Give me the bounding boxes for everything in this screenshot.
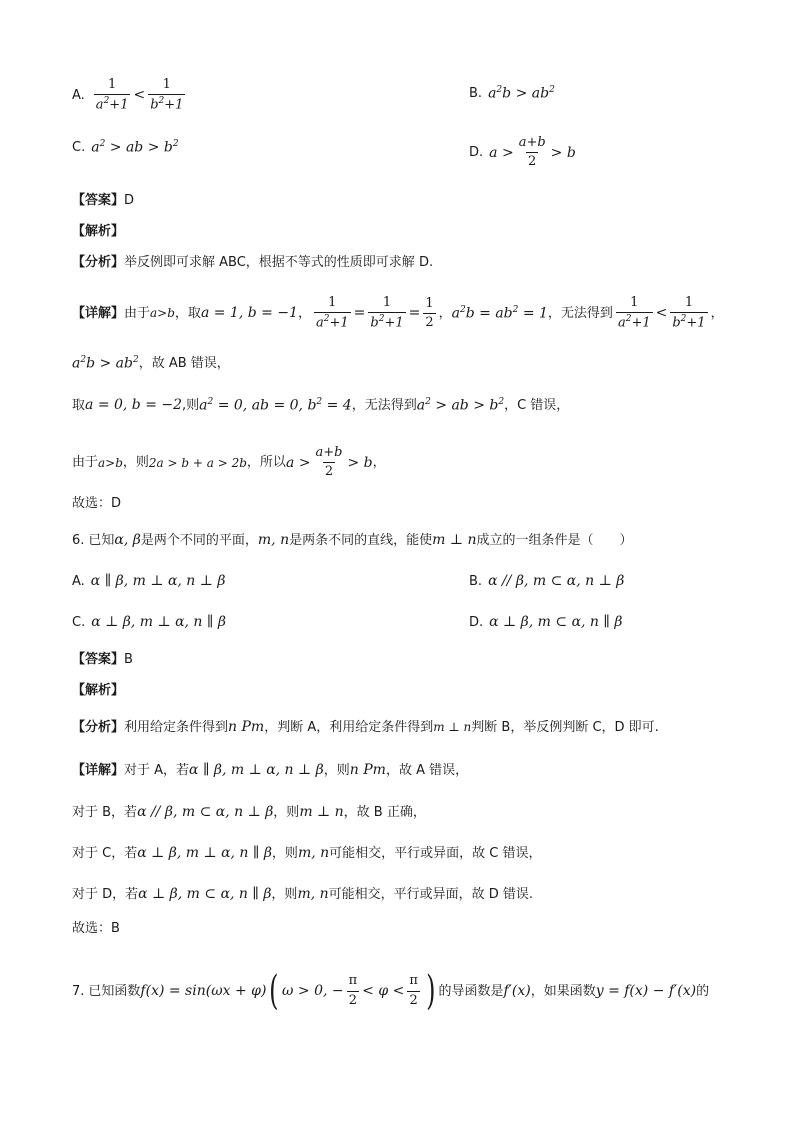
q5-option-row-ab: A. $\frac{1}{a^2+1}$ < $\frac{1}{b^2+1}$ B. $a^2b > ab^2$ bbox=[72, 77, 555, 113]
q6-xiangjie-line4: 对于 D，若 α ⊥ β, m ⊂ α, n ∥ β ，则 m, n 可能相交，平行或异面，故 D 错误. bbox=[72, 886, 534, 902]
q7-stem: 7. 已知函数 f(x) = sin(ωx + φ) ( ω > 0, − $\frac{\pi}{2}$ < φ < $\frac{\pi}{2}$ ) 的导函数是 f′(x) ，如果函数 y = f(x) − f′(x) 的 bbox=[72, 968, 710, 1014]
q6-xiangjie-line2: 对于 B，若 α // β, m ⊂ α, n ⊥ β ，则 m ⊥ n ，故 B 正确， bbox=[72, 804, 426, 820]
q6-option-d: D. α ⊥ β, m ⊂ α, n ∥ β bbox=[469, 614, 623, 630]
q5-xiangjie-line2: $a^2b > ab^2$ ，故 AB 错误， bbox=[72, 355, 230, 372]
q6-fenxi: 【分析】 利用给定条件得到 n Pm ，判断 A，利用给定条件得到 m ⊥ n 判断 B，举反例判断 C，D 即可. bbox=[72, 719, 659, 735]
q5-analysis-tag: 【解析】 bbox=[72, 224, 125, 239]
q5-option-d: D. a > $\frac{a+b}{2}$ > b bbox=[469, 135, 576, 170]
q5-option-b: B. $a^2b > ab^2$ bbox=[469, 85, 555, 102]
fraction: $\frac{1}{a^2+1}$ bbox=[95, 77, 129, 113]
q5-answer: 【答案】 D bbox=[72, 193, 135, 208]
q5-conclusion: 故选：D bbox=[72, 496, 122, 511]
q5-option-a-label: A. bbox=[72, 87, 85, 103]
q6-conclusion: 故选：B bbox=[72, 921, 120, 936]
fraction: $\frac{1}{b^2+1}$ bbox=[150, 77, 184, 113]
q6-option-row-ab: A. α ∥ β, m ⊥ α, n ⊥ β B. α // β, m ⊂ α, n ⊥ β bbox=[72, 573, 625, 589]
q5-xiangjie-line4: 由于 a>b ，则 2a > b + a > 2b ，所以 a > $\frac{a+b}{2}$ > b ， bbox=[72, 445, 386, 480]
q6-xiangjie-line3: 对于 C，若 α ⊥ β, m ⊥ α, n ∥ β ，则 m, n 可能相交，平行或异面，故 C 错误， bbox=[72, 845, 542, 861]
q5-fenxi: 【分析】 举反例即可求解 ABC，根据不等式的性质即可求解 D. bbox=[72, 255, 434, 270]
q5-xiangjie-line1: 【详解】 由于 a>b ，取 a = 1, b = −1 ， $\frac{1}{a^2+1}$ = $\frac{1}{b^2+1}$ = $\frac{1}{2}$ ， $a^2b = ab^2 = 1$ ，无法得到 $\frac{1}{a^2+1}$ < $\frac{1}{b^2+1}$ ， bbox=[72, 295, 724, 331]
q6-xiangjie-line1: 【详解】 对于 A，若 α ∥ β, m ⊥ α, n ⊥ β ，则 n Pm ，故 A 错误， bbox=[72, 762, 469, 778]
q6-option-b: B. α // β, m ⊂ α, n ⊥ β bbox=[469, 573, 625, 589]
q6-analysis-tag: 【解析】 bbox=[72, 683, 125, 698]
q6-answer: 【答案】 B bbox=[72, 652, 133, 667]
q6-stem: 6. 已知 α, β 是两个不同的平面， m, n 是两条不同的直线，能使 m ⊥ n 成立的一组条件是（ ） bbox=[72, 532, 633, 548]
q5-xiangjie-line3: 取 a = 0, b = −2 ,则 $a^2 = 0$, ab = 0, $b^2 = 4$ ，无法得到 $a^2$ > ab > $b^2$ ，C 错误， bbox=[72, 397, 570, 414]
q6-option-row-cd: C. α ⊥ β, m ⊥ α, n ∥ β D. α ⊥ β, m ⊂ α, n ∥ β bbox=[72, 614, 623, 630]
q5-option-row-cd: C. $a^2$ > ab > $b^2$ D. a > $\frac{a+b}{2}$ > b bbox=[72, 135, 576, 170]
